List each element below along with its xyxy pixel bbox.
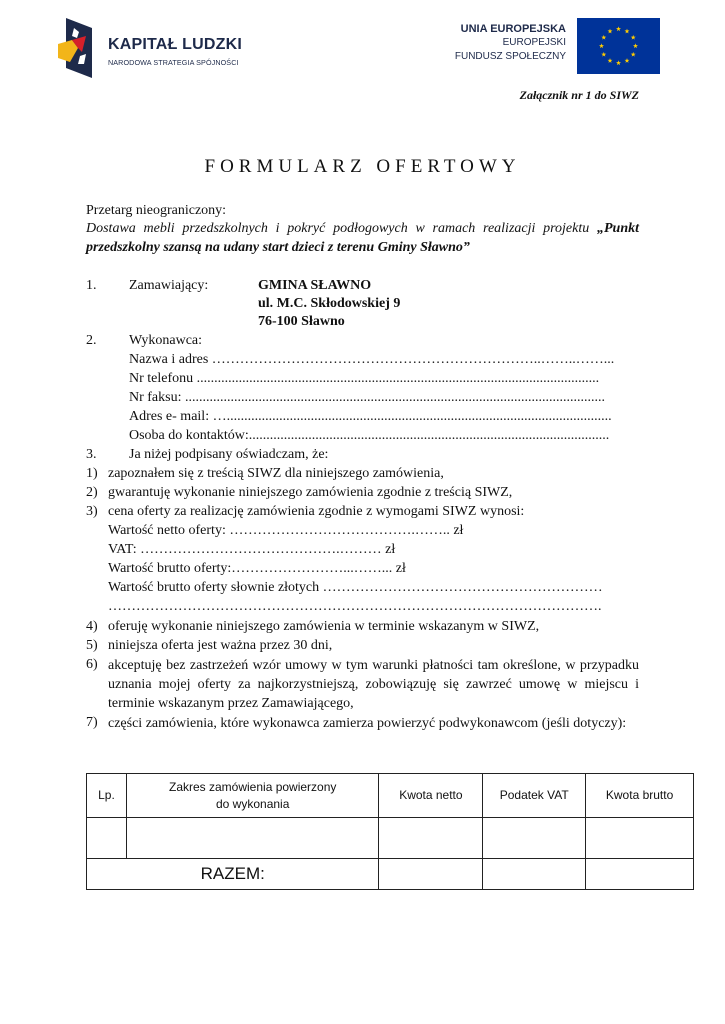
contractor-contact-person-field[interactable]: Osoba do kontaktów:....................................................................................................... [129,428,610,443]
declaration-number: 3) [86,504,98,519]
kapital-ludzki-logo [58,18,258,80]
cell-vat[interactable] [483,818,586,859]
gross-price-field[interactable]: Wartość brutto oferty:……………………...……... zł [108,561,406,576]
declaration-item: gwarantuję wykonanie niniejszego zamówienia zgodnie z treścią SIWZ, [108,485,513,500]
col-header-scope [126,774,379,818]
kapital-ludzki-title: KAPITAŁ LUDZKI [108,36,243,53]
gross-price-words-field[interactable]: Wartość brutto oferty słownie złotych …………………………………………………… [108,580,603,595]
table-row [87,818,694,859]
cell-lp[interactable] [87,818,127,859]
cell-net[interactable] [379,818,483,859]
declaration-item-long: akceptuję bez zastrzeżeń wzór umowy w tym warunki płatności tam określone, w przypadku uznania mojej oferty za najkorzystniejszą, zobowiązuję się zawrzeć umowę w miejscu i terminie wskazanym przez Zamawiającego, [108,658,639,711]
col-header-lp: Lp. [87,774,127,818]
attachment-label: Załącznik nr 1 do SIWZ [519,88,639,102]
total-label: RAZEM: [87,859,379,890]
declaration-number: 2) [86,485,98,500]
declaration-item: cena oferty za realizację zamówienia zgodnie z wymogami SIWZ wynosi: [108,504,525,519]
contracting-authority-name: GMINA SŁAWNO [258,278,372,293]
total-vat-cell[interactable] [483,859,586,890]
vat-field[interactable]: VAT: …………………………………….……… zł [108,542,396,557]
page-title: FORMULARZ OFERTOWY [204,156,521,177]
declaration-number: 7) [86,715,98,730]
section1-number: 1. [86,278,97,293]
section2-label: Wykonawca: [129,333,203,348]
cell-gross[interactable] [586,818,694,859]
tender-description [86,219,639,257]
declaration-number: 5) [86,638,98,653]
kapital-ludzki-subtitle: NARODOWA STRATEGIA SPÓJNOŚCI [108,58,239,67]
cell-scope[interactable] [126,818,379,859]
section2-number: 2. [86,333,97,348]
col-header-gross: Kwota brutto [586,774,694,818]
declaration-item-long: części zamówienia, które wykonawca zamierza powierzyć podwykonawcom (jeśli dotyczy): [108,716,627,731]
col-header-net: Kwota netto [379,774,483,818]
tender-description-text: Dostawa mebli przedszkolnych i pokryć podłogowych w ramach realizacji projektu [86,221,597,236]
declaration-number: 6) [86,657,98,672]
declaration-number: 1) [86,466,98,481]
col-header-vat: Podatek VAT [483,774,586,818]
kapital-ludzki-emblem-icon [58,18,98,78]
tender-label: Przetarg nieograniczony: [86,203,227,218]
eu-fund-line2: FUNDUSZ SPOŁECZNY [454,51,566,62]
net-price-field[interactable]: Wartość netto oferty: ………………………………….…….. zł [108,523,464,538]
declaration-item: zapoznałem się z treścią SIWZ dla niniejszego zamówienia, [108,466,444,481]
declaration-number: 4) [86,619,98,634]
subcontractor-table [86,773,694,890]
eu-logo [440,18,660,76]
table-header-row [87,774,694,818]
declaration-item: oferuję wykonanie niniejszego zamówienia w terminie wskazanym w SIWZ, [108,619,540,634]
contractor-email-field[interactable]: Adres e- mail: ….............................................................................................................. [129,409,612,424]
contracting-authority-city: 76-100 Sławno [258,314,345,329]
table-total-row [87,859,694,890]
total-gross-cell[interactable] [586,859,694,890]
total-net-cell[interactable] [379,859,483,890]
tender-project-name: „Punkt przedszkolny szansą na udany start dzieci z terenu Gminy Sławno” [86,221,639,255]
contractor-phone-field[interactable]: Nr telefonu ................................................................................................................... [129,371,600,386]
contractor-name-address-field[interactable]: Nazwa i adres ……………………………………………………………..……..……... [129,352,615,367]
gross-price-words-continuation[interactable]: ……………………………………………………………………………………………. [108,599,602,614]
col-header-scope-line1: Zakres zamówienia powierzony [169,779,337,794]
section3-number: 3. [86,447,97,462]
declaration-item: niniejsza oferta jest ważna przez 30 dni, [108,638,333,653]
eu-flag-icon [577,18,660,74]
eu-fund-line1: EUROPEJSKI [502,37,566,48]
eu-name: UNIA EUROPEJSKA [460,23,566,35]
section1-label: Zamawiający: [129,278,209,293]
eu-text [455,22,566,64]
contracting-authority-street: ul. M.C. Skłodowskiej 9 [258,296,401,311]
contractor-fax-field[interactable]: Nr faksu: ........................................................................................................................ [129,390,605,405]
col-header-scope-line2: do wykonania [216,796,290,811]
section3-label: Ja niżej podpisany oświadczam, że: [129,447,329,462]
